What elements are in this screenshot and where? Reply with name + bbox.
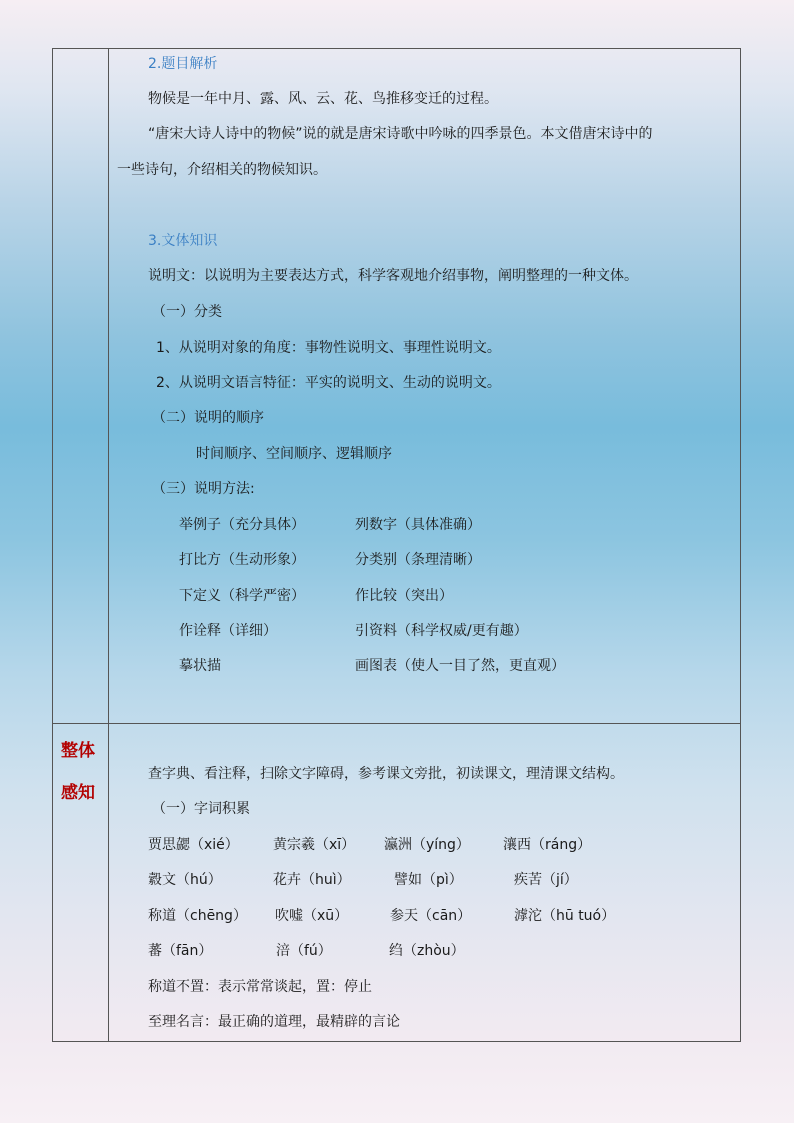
paragraph-phenology-definition: 物候是一年中月、露、风、云、花、鸟推移变迁的过程。 — [148, 91, 498, 107]
section-heading-title-analysis: 2.题目解析 — [148, 56, 218, 72]
method-item: 作诠释（详细） — [179, 623, 277, 639]
method-item: 引资料（科学权威/更有趣） — [355, 623, 528, 639]
vocab-item: 瀛洲（yíng） — [384, 837, 470, 853]
method-item: 画图表（使人一目了然，更直观） — [355, 658, 565, 674]
expository-definition: 说明文：以说明为主要表达方式，科学客观地介绍事物，阐明整理的一种文体。 — [148, 268, 638, 284]
vocab-item: 疾苦（jí） — [514, 872, 578, 888]
order-list: 时间顺序、空间顺序、逻辑顺序 — [196, 446, 392, 462]
vocab-item: 涪（fú） — [276, 943, 332, 959]
methods-heading: （三）说明方法: — [152, 481, 255, 497]
vocab-item: 花卉（huì） — [273, 872, 351, 888]
vocab-item: 蕃（fān） — [148, 943, 213, 959]
vocab-item: 譬如（pì） — [394, 872, 463, 888]
vocab-item: 称道（chēng） — [148, 908, 247, 924]
paragraph-title-explain-line1: “唐宋大诗人诗中的物候”说的就是唐宋诗歌中吟咏的四季景色。本文借唐宋诗中的 — [148, 126, 653, 142]
idiom-definition-1: 称道不置：表示常常谈起，置：停止 — [148, 979, 372, 995]
vocab-item: 縠文（hú） — [148, 872, 222, 888]
content-table — [52, 48, 741, 1042]
overview-label-line1: 整体 — [61, 741, 95, 761]
classification-heading: （一）分类 — [152, 304, 222, 320]
section-heading-genre-knowledge: 3.文体知识 — [148, 233, 218, 249]
vocab-item: 瀼西（ráng） — [503, 837, 592, 853]
vocab-item: 吹嘘（xū） — [275, 908, 349, 924]
method-item: 分类别（条理清晰） — [355, 552, 481, 568]
classification-item-1: 1、从说明对象的角度：事物性说明文、事理性说明文。 — [156, 340, 501, 356]
vocab-item: 贾思勰（xié） — [148, 837, 239, 853]
vocab-item: 滹沱（hū tuó） — [514, 908, 616, 924]
method-item: 打比方（生动形象） — [179, 552, 305, 568]
method-item: 摹状描 — [179, 658, 221, 674]
classification-item-2: 2、从说明文语言特征：平实的说明文、生动的说明文。 — [156, 375, 501, 391]
paragraph-title-explain-line2: 一些诗句，介绍相关的物候知识。 — [117, 162, 327, 178]
row-divider — [53, 723, 740, 724]
method-item: 下定义（科学严密） — [179, 588, 305, 604]
vocab-item: 黄宗羲（xī） — [273, 837, 356, 853]
order-heading: （二）说明的顺序 — [152, 410, 264, 426]
overview-intro: 查字典、看注释，扫除文字障碍，参考课文旁批，初读课文，理清课文结构。 — [148, 766, 624, 782]
vocab-heading: （一）字词积累 — [152, 801, 250, 817]
vocab-item: 绉（zhòu） — [389, 943, 465, 959]
method-item: 列数字（具体准确） — [355, 517, 481, 533]
idiom-definition-2: 至理名言：最正确的道理，最精辟的言论 — [148, 1014, 400, 1030]
column-divider — [108, 49, 109, 1041]
overview-label-line2: 感知 — [61, 783, 95, 803]
method-item: 作比较（突出） — [355, 588, 453, 604]
vocab-item: 参天（cān） — [390, 908, 472, 924]
method-item: 举例子（充分具体） — [179, 517, 305, 533]
